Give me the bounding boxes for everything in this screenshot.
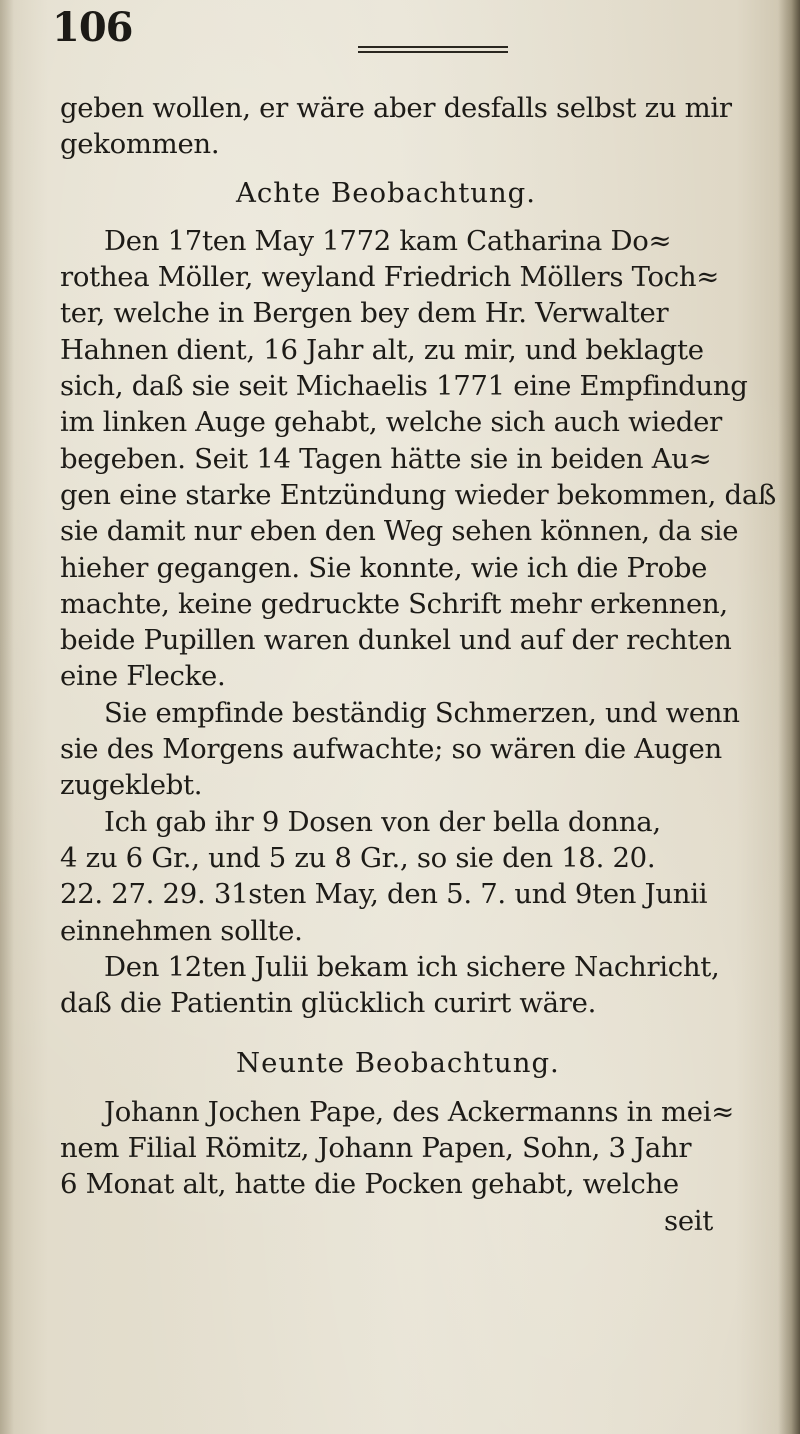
text-line: gekommen. bbox=[60, 128, 220, 161]
page-gutter-shadow bbox=[778, 0, 800, 1434]
text-line: sie damit nur eben den Weg sehen können, da sie bbox=[60, 515, 739, 548]
text-line: eine Flecke. bbox=[60, 660, 226, 693]
text-line: begeben. Seit 14 Tagen hätte sie in beiden Au≈ bbox=[60, 442, 712, 475]
text-line: hieher gegangen. Sie konnte, wie ich die Probe bbox=[60, 551, 708, 584]
text-line: gen eine starke Entzündung wieder bekommen, daß bbox=[60, 478, 776, 511]
text-line: 6 Monat alt, hatte die Pocken gehabt, welche bbox=[60, 1168, 679, 1201]
text-line: Den 17ten May 1772 kam Catharina Do≈ bbox=[104, 224, 672, 257]
page-left-shadow bbox=[0, 0, 14, 1434]
text-line: einnehmen sollte. bbox=[60, 914, 303, 947]
catchword: seit bbox=[664, 1204, 714, 1237]
text-line: beide Pupillen waren dunkel und auf der rechten bbox=[60, 624, 732, 657]
text-line: 22. 27. 29. 31sten May, den 5. 7. und 9ten Junii bbox=[60, 878, 708, 911]
text-line: ter, welche in Bergen bey dem Hr. Verwalter bbox=[60, 297, 669, 330]
text-line: 4 zu 6 Gr., und 5 zu 8 Gr., so sie den 18. 20. bbox=[60, 841, 656, 874]
text-line: Hahnen dient, 16 Jahr alt, zu mir, und beklagte bbox=[60, 333, 704, 366]
header-ornament-rule bbox=[358, 46, 508, 54]
text-line: Den 12ten Julii bekam ich sichere Nachricht, bbox=[104, 950, 720, 983]
text-line: Ich gab ihr 9 Dosen von der bella donna, bbox=[104, 805, 661, 838]
text-line: sie des Morgens aufwachte; so wären die Augen bbox=[60, 733, 722, 766]
text-line: sich, daß sie seit Michaelis 1771 eine Empfindung bbox=[60, 370, 748, 403]
section-heading-eighth-observation: Achte Beobachtung. bbox=[236, 176, 537, 209]
text-line: geben wollen, er wäre aber desfalls selbst zu mir bbox=[60, 92, 732, 124]
text-line: rothea Möller, weyland Friedrich Möllers Toch≈ bbox=[60, 261, 720, 294]
section-heading-ninth-observation: Neunte Beobachtung. bbox=[236, 1047, 560, 1080]
text-line: Sie empfinde beständig Schmerzen, und wenn bbox=[104, 696, 740, 729]
text-line: nem Filial Römitz, Johann Papen, Sohn, 3 Jahr bbox=[60, 1132, 692, 1165]
text-line: Johann Jochen Pape, des Ackermanns in mei≈ bbox=[104, 1095, 734, 1128]
text-line: machte, keine gedruckte Schrift mehr erkennen, bbox=[60, 587, 728, 620]
text-line: im linken Auge gehabt, welche sich auch wieder bbox=[60, 406, 722, 439]
text-line: daß die Patientin glücklich curirt wäre. bbox=[60, 987, 597, 1020]
text-line: zugeklebt. bbox=[60, 769, 203, 802]
page-number: 106 bbox=[52, 4, 133, 51]
page-text bbox=[60, 90, 776, 1239]
